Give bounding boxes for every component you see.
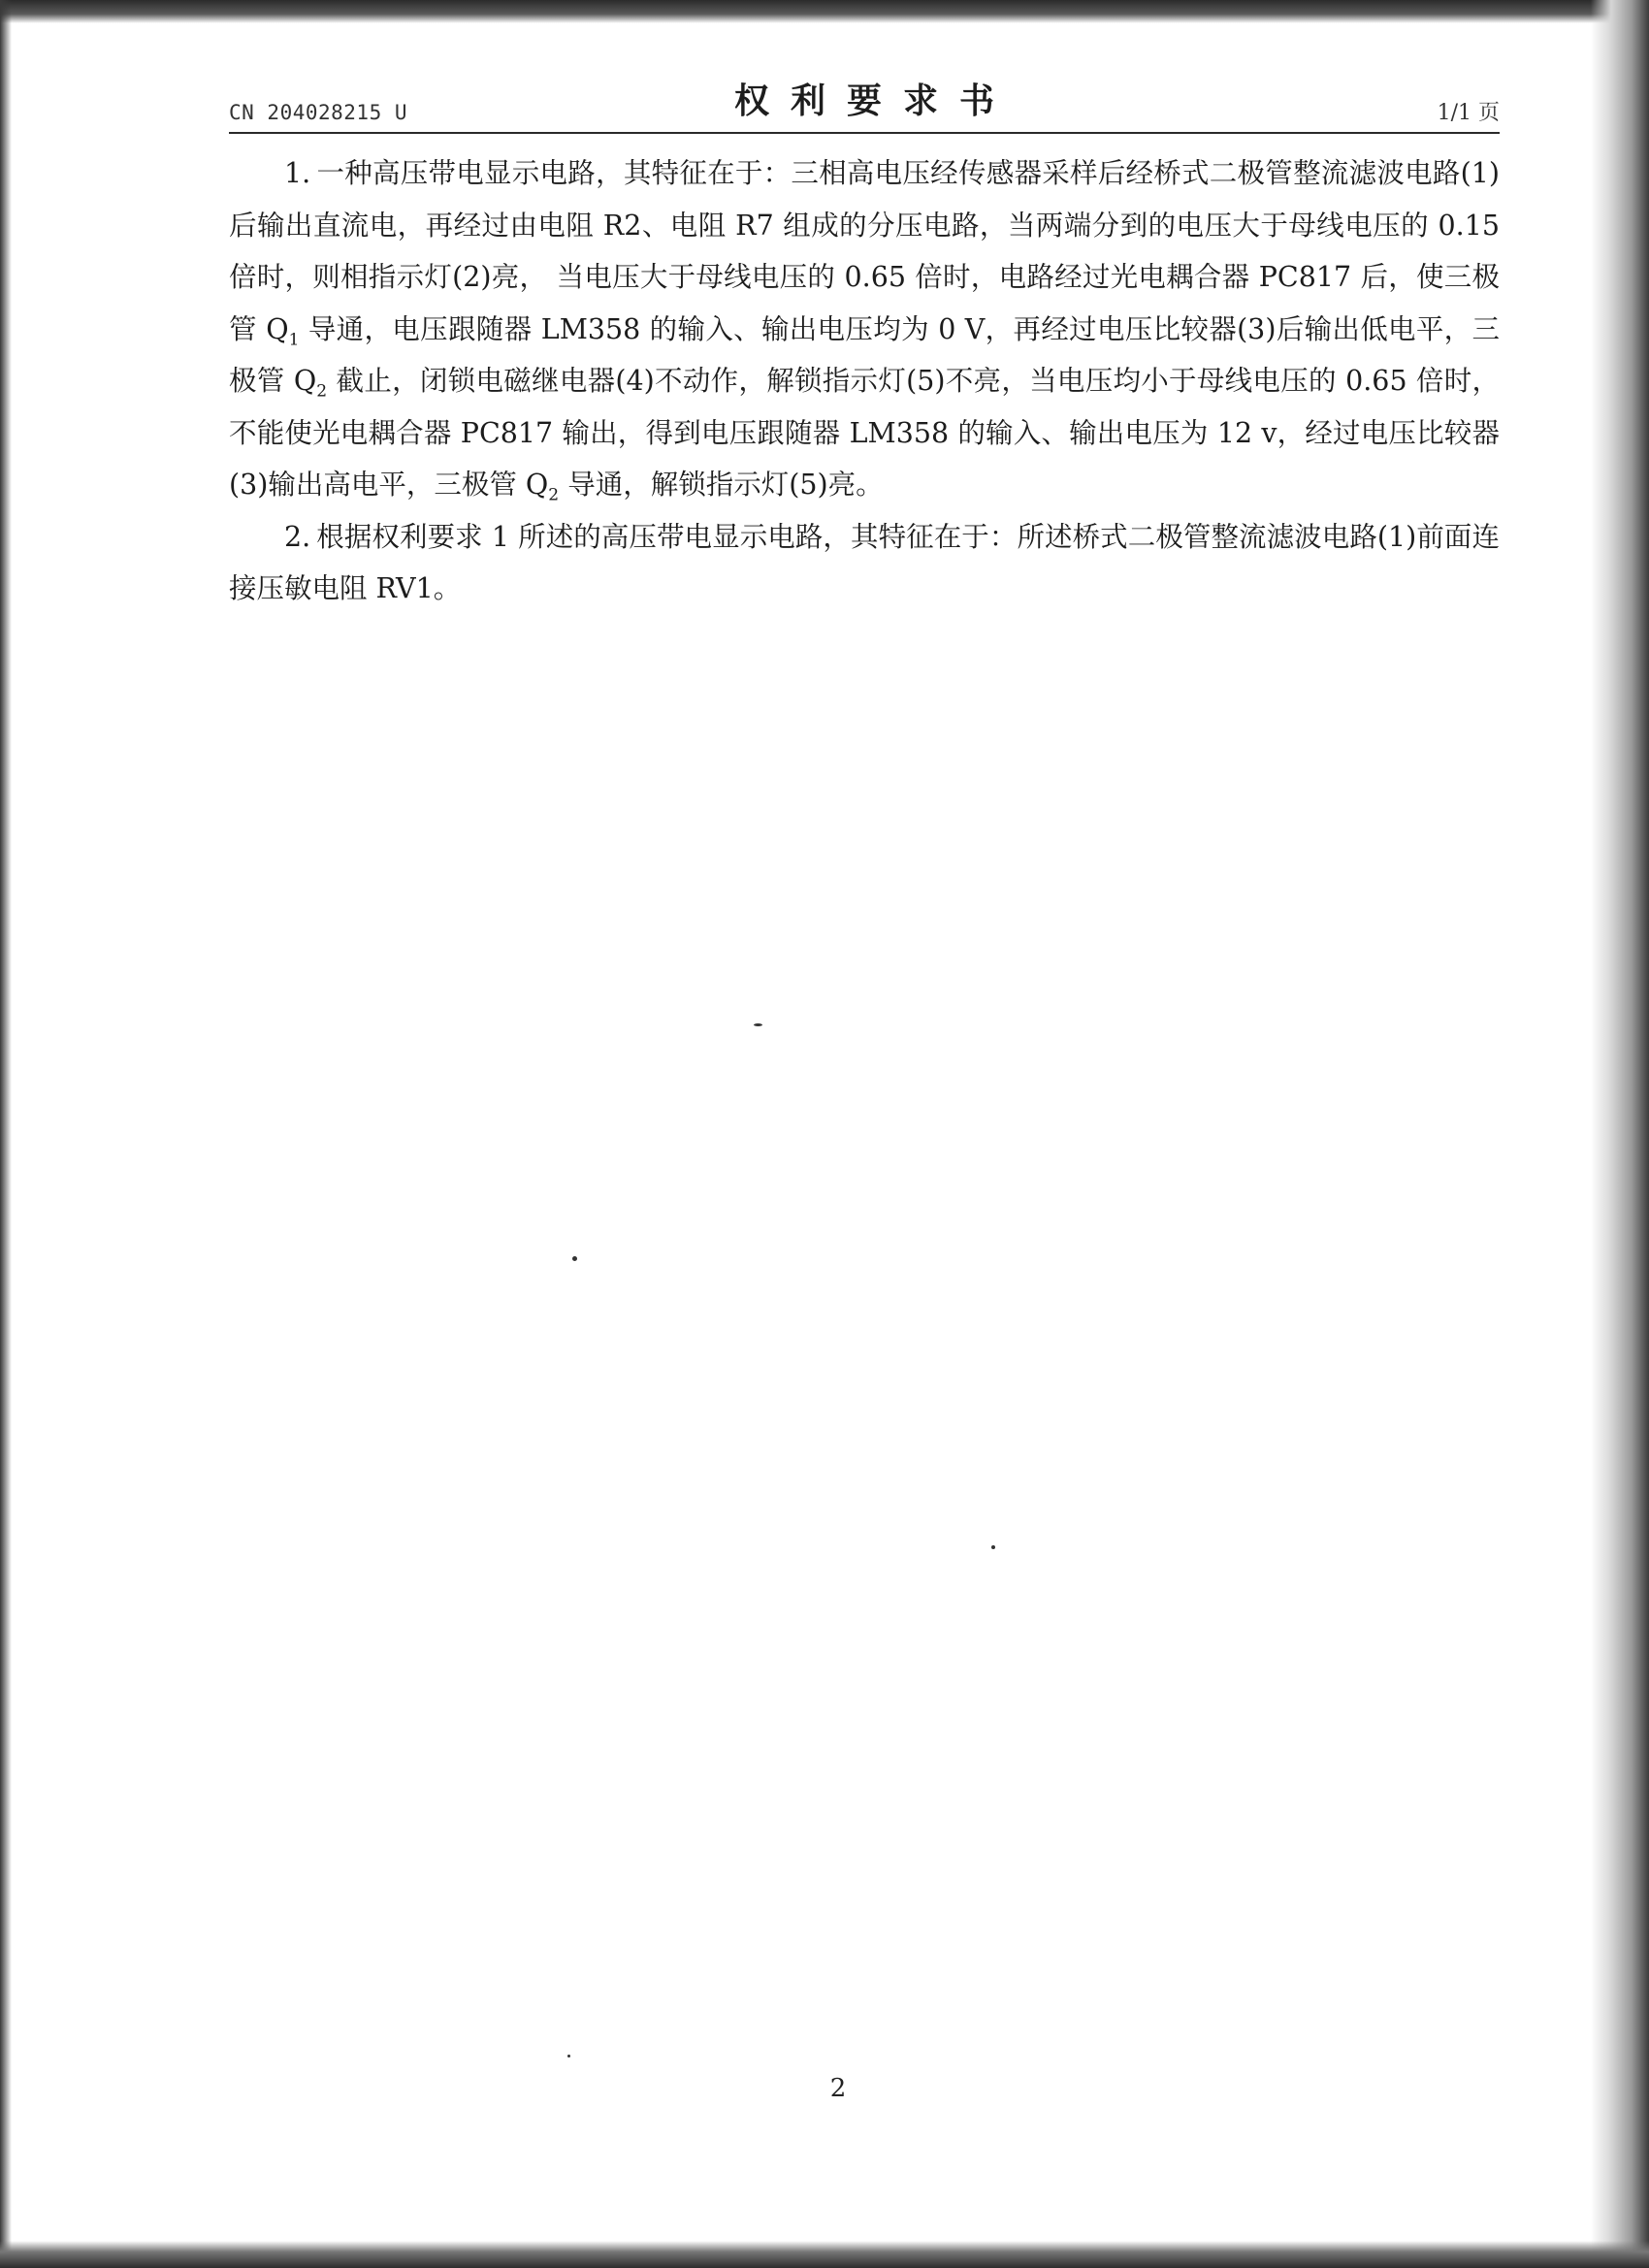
claim-text: 一种高压带电显示电路，其特征在于：三相高电压经传感器采样后经桥式二极管整流滤波电路(1)后输出直流电，再经过由电阻 R2、电阻 R7 组成的分压电路，当两端分到的电压大于母线电压的 0.15 倍时，则相指示灯(2)亮， 当电压大于母线电压的 0.65 倍时，电路经过光电耦合器 PC817 后，使三极管 Q [229, 157, 1500, 345]
page-header [229, 74, 1500, 134]
claim-text: 导通，电压跟随器 LM358 的输入、输出电压均为 0 V，再经过电压比较器(3)后输出低电平，三极管 Q [229, 312, 1500, 397]
claim-number: 2. [284, 520, 311, 553]
subscript: 2 [316, 381, 328, 402]
claim-text: 根据权利要求 1 所述的高压带电显示电路，其特征在于：所述桥式二极管整流滤波电路(1)前面连接压敏电阻 RV1。 [229, 520, 1500, 604]
claim-1 [229, 147, 1500, 511]
scan-speck [991, 1545, 995, 1549]
page-title: 权利要求书 [733, 81, 1016, 121]
claims-body [229, 147, 1500, 615]
subscript: 1 [288, 330, 300, 350]
claim-number: 1. [284, 157, 311, 189]
scan-edge-top [0, 0, 1649, 23]
patent-number: CN 204028215 U [229, 101, 408, 124]
page-number: 2 [829, 2074, 847, 2103]
claim-text: 导通，解锁指示灯(5)亮。 [559, 469, 884, 501]
scan-edge-right [1591, 0, 1649, 2268]
scan-speck [572, 1256, 577, 1261]
scan-edge-left [0, 0, 12, 2268]
scan-edge-bottom [0, 2241, 1649, 2268]
subscript: 2 [548, 485, 560, 505]
scan-speck [754, 1023, 762, 1026]
claim-text: 截止，闭锁电磁继电器(4)不动作，解锁指示灯(5)不亮，当电压均小于母线电压的 0.65 倍时，不能使光电耦合器 PC817 输出，得到电压跟随器 LM358 的输入、输出电压为 12 v，经过电压比较器(3)输出高电平，三极管 Q [229, 365, 1500, 501]
scan-speck [567, 2055, 570, 2057]
claim-2 [229, 511, 1500, 615]
page-count: 1/1 页 [1437, 101, 1500, 125]
header-rule [229, 132, 1500, 134]
